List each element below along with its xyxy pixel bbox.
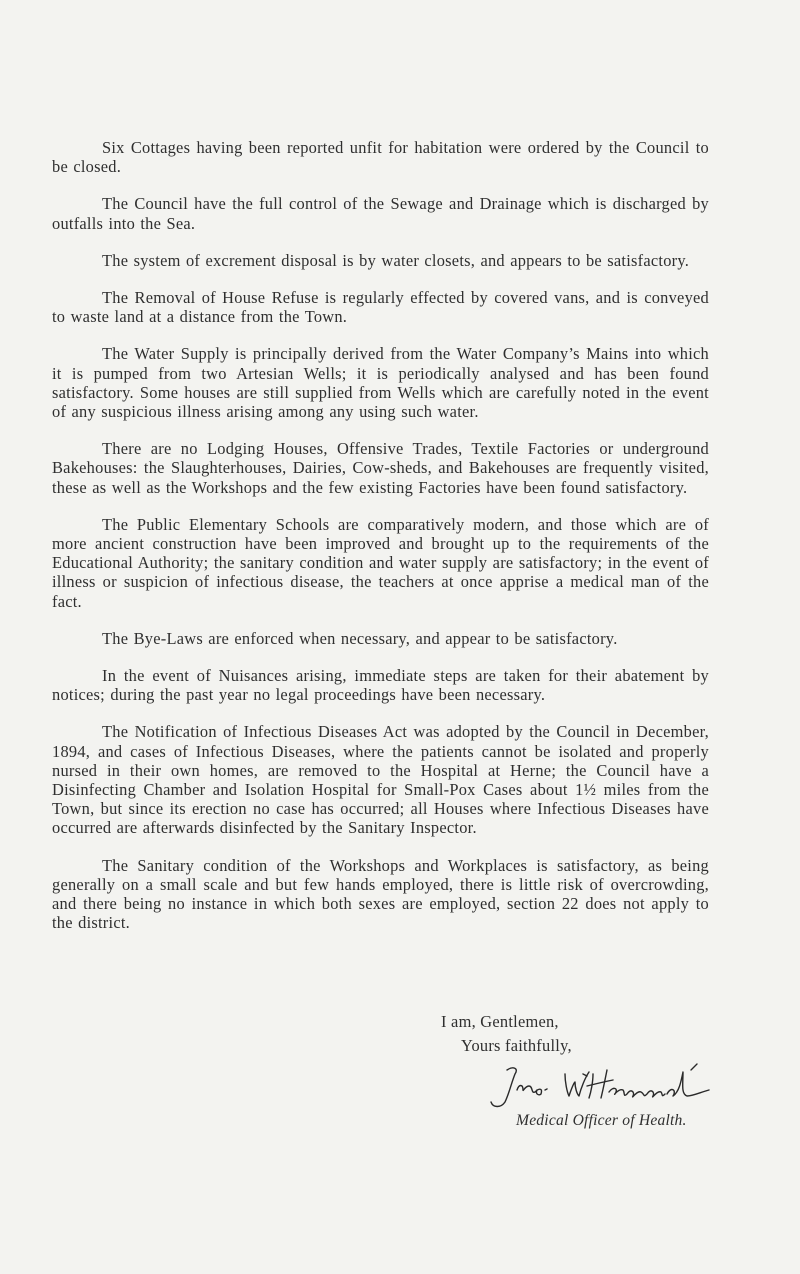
paragraph-water-supply: The Water Supply is principally derived from the Water Company’s Mains into which it is pumped from two Artesian Wells; it is periodically analysed and has been found satisfactory. Some houses are still supplied from Wells which are carefully noted in the event of any suspicious illness arising among any using such water. (52, 344, 709, 422)
paragraph-nuisances: In the event of Nuisances arising, immediate steps are taken for their abatement by notices; during the past year no legal proceedings have been necessary. (52, 666, 709, 705)
salutation: I am, Gentlemen, (441, 1012, 559, 1031)
closing-block (441, 1010, 761, 1058)
valediction: Yours faithfully, (461, 1036, 572, 1055)
paragraph-trades-bakehouses: There are no Lodging Houses, Offensive Trades, Textile Factories or underground Bakehouses: the Slaughterhouses, Dairies, Cow-sheds, and Bakehouses are frequently visited, these as well as the Workshops and the few existing Factories have been found satisfactory. (52, 439, 709, 497)
paragraph-elementary-schools: The Public Elementary Schools are comparatively modern, and those which are of more ancient construction have been improved and brought up to the requirements of the Educational Authority; the sanitary condition and water supply are satisfactory; in the event of illness or suspicion of infectious disease, the teachers at once apprise a medical man of the fact. (52, 514, 709, 611)
signatory-title: Medical Officer of Health. (516, 1112, 687, 1129)
paragraph-closed-cottages: Six Cottages having been reported unfit for habitation were ordered by the Council to be closed. (52, 138, 709, 177)
handwritten-signature (483, 1062, 723, 1114)
paragraph-sewage-drainage: The Council have the full control of the Sewage and Drainage which is discharged by outfalls into the Sea. (52, 194, 709, 233)
paragraph-bye-laws: The Bye-Laws are enforced when necessary, and appear to be satisfactory. (102, 628, 618, 648)
paragraph-infectious-diseases: The Notification of Infectious Diseases Act was adopted by the Council in December, 1894, and cases of Infectious Diseases, where the patients cannot be isolated and properly nursed in their own homes, are removed to the Hospital at Herne; the Council have a Disinfecting Chamber and Isolation Hospital for Small-Pox Cases about 1½ miles from the Town, but since its erection no case has occurred; all Houses where Infectious Diseases have occurred are afterwards disinfected by the Sanitary Inspector. (52, 722, 709, 838)
paragraph-house-refuse: The Removal of House Refuse is regularly effected by covered vans, and is conveyed to waste land at a distance from the Town. (52, 288, 709, 327)
letter-body (52, 138, 709, 951)
paragraph-workshops: The Sanitary condition of the Workshops and Workplaces is satisfactory, as being generally on a small scale and but few hands employed, there is little risk of overcrowding, and there being no instance in which both sexes are employed, section 22 does not apply to the district. (52, 855, 709, 933)
paragraph-excrement-disposal: The system of excrement disposal is by water closets, and appears to be satisfactory. (102, 250, 690, 270)
